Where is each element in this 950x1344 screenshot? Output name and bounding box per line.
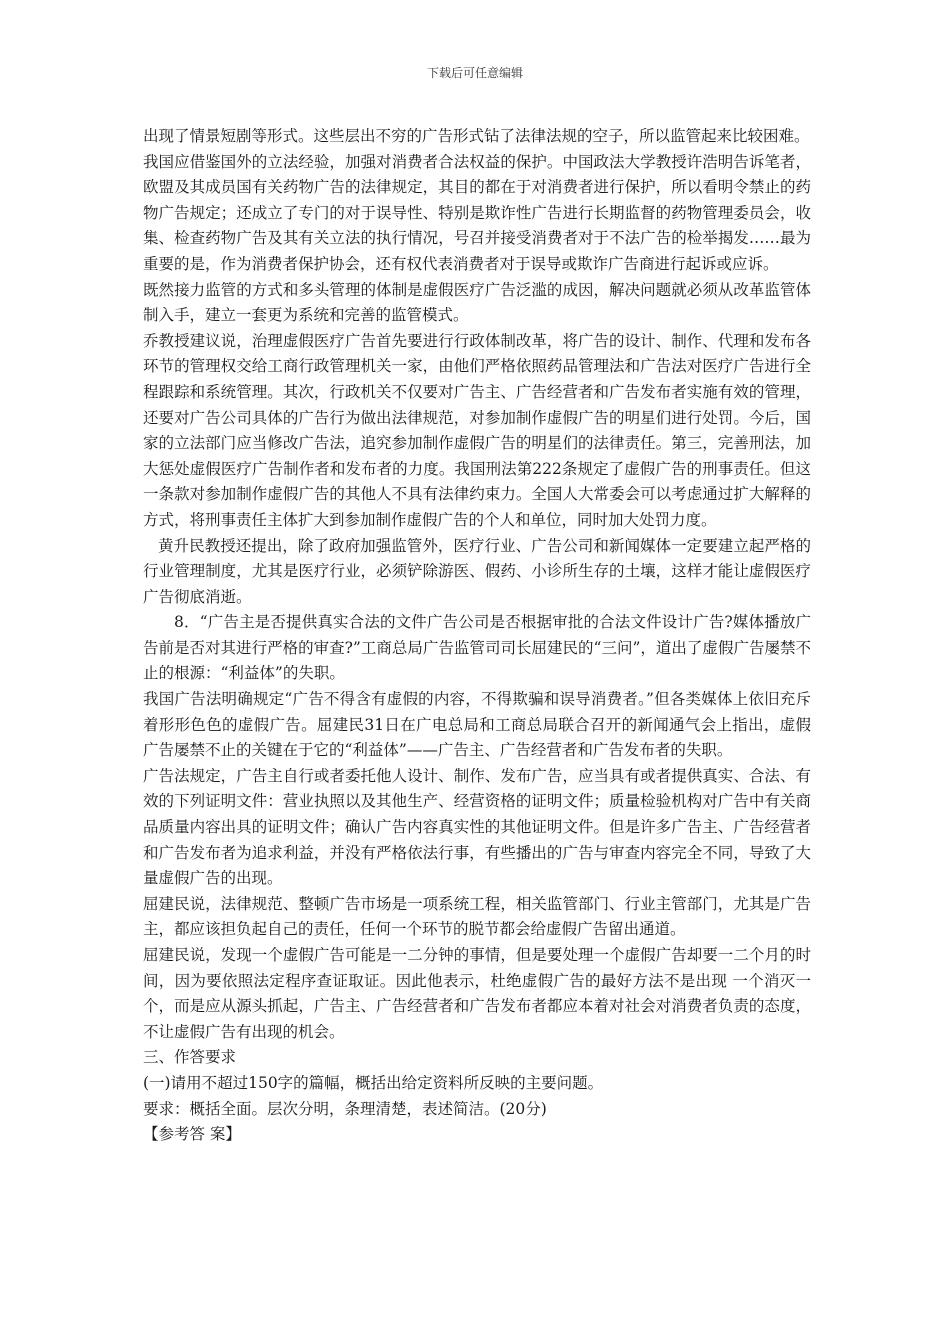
page-header: 下载后可任意编辑 — [426, 66, 523, 80]
document-body — [143, 124, 811, 1148]
paragraph: 屈建民说，法律规范、整顿广告市场是一项系统工程，相关监管部门、行业主管部门，尤其是广告主，都应该担负起自己的责任，任何一个环节的脱节都会给虚假广告留出通道。 — [143, 894, 811, 939]
paragraph: 出现了情景短剧等形式。这些层出不穷的广告形式钻了法律法规的空子，所以监管起来比较困难。 — [143, 127, 810, 145]
paragraph: 屈建民说，发现一个虚假广告可能是一二分钟的事情，但是要处理一个虚假广告却要一二个月的时间，因为要依照法定程序查证取证。因此他表示，杜绝虚假广告的最好方法不是出现 一个消灭一个，而是应从源头抓起，广告主、广告经营者和广告发布者都应本着对社会对消费者负责的态度，不让虚假广告有出现的机会。 — [143, 946, 811, 1041]
paragraph: 我国应借鉴国外的立法经验，加强对消费者合法权益的保护。中国政法大学教授许浩明告诉笔者，欧盟及其成员国有关药物广告的法律规定，其目的都在于对消费者进行保护，所以看明令禁止的药物广告规定；还成立了专门的对于误导性、特别是欺诈性广告进行长期监督的药物管理委员会，收集、检查药物广告及其有关立法的执行情况，号召并接受消费者对于不法广告的检举揭发……最为重要的是，作为消费者保护协会，还有权代表消费者对于误导或欺诈广告商进行起诉或应诉。 — [143, 152, 811, 273]
requirement-text: 要求：概括全面。层次分明，条理清楚，表述简洁。(20分) — [143, 1099, 547, 1118]
paragraph: 黄升民教授还提出，除了政府加强监管外，医疗行业、广告公司和新闻媒体一定要建立起严格的行业管理制度，尤其是医疗行业，必须铲除游医、假药、小诊所生存的土壤，这样才能让虚假医疗广告彻底消逝。 — [143, 536, 811, 606]
paragraph: 既然接力监管的方式和多头管理的体制是虚假医疗广告泛滥的成因，解决问题就必须从改革监管体制入手，建立一套更为系统和完善的监管模式。 — [143, 280, 811, 325]
paragraph: 乔教授建议说，治理虚假医疗广告首先要进行行政体制改革，将广告的设计、制作、代理和发布各环节的管理权交给工商行政管理机关一家，由他们严格依照药品管理法和广告法对医疗广告进行全程跟踪和系统管理。其次，行政机关不仅要对广告主、广告经营者和广告发布者实施有效的管理，还要对广告公司具体的广告行为做出法律规范，对参加制作虚假广告的明星们进行处罚。今后，国家的立法部门应当修改广告法，追究参加制作虚假广告的明星们的法律责任。第三，完善刑法，加大惩处虚假医疗广告制作者和发布者的力度。我国刑法第222条规定了虚假广告的刑事责任。但这一条款对参加制作虚假广告的其他人不具有法律约束力。全国人大常委会可以考虑通过扩大解释的方式，将刑事责任主体扩大到参加制作虚假广告的个人和单位，同时加大处罚力度。 — [143, 331, 811, 529]
paragraph: 8．“广告主是否提供真实合法的文件广告公司是否根据审批的合法文件设计广告?媒体播放广告前是否对其进行严格的审查?”工商总局广告监管司司长屈建民的“三问”，道出了虚假广告屡禁不止的根源：“利益体”的失职。 — [143, 613, 811, 683]
paragraph: 广告法规定，广告主自行或者委托他人设计、制作、发布广告，应当具有或者提供真实、合法、有效的下列证明文件：营业执照以及其他生产、经营资格的证明文件；质量检验机构对广告中有关商品质量内容出具的证明文件；确认广告内容真实性的其他证明文件。但是许多广告主、广告经营者和广告发布者为追求利益，并没有严格依法行事，有些播出的广告与审查内容完全不同，导致了大量虚假广告的出现。 — [143, 766, 811, 888]
paragraph: 我国广告法明确规定“广告不得含有虚假的内容，不得欺骗和误导消费者。”但各类媒体上依旧充斥着形形色色的虚假广告。屈建民31日在广电总局和工商总局联合召开的新闻通气会上指出，虚假广告屡禁不止的关键在于它的“利益体”——广告主、广告经营者和广告发布者的失职。 — [143, 690, 811, 760]
answer-heading: 【参考答 案】 — [143, 1125, 241, 1144]
question-item: (一)请用不超过150字的篇幅，概括出给定资料所反映的主要问题。 — [143, 1073, 604, 1092]
section-heading: 三、作答要求 — [143, 1048, 237, 1067]
